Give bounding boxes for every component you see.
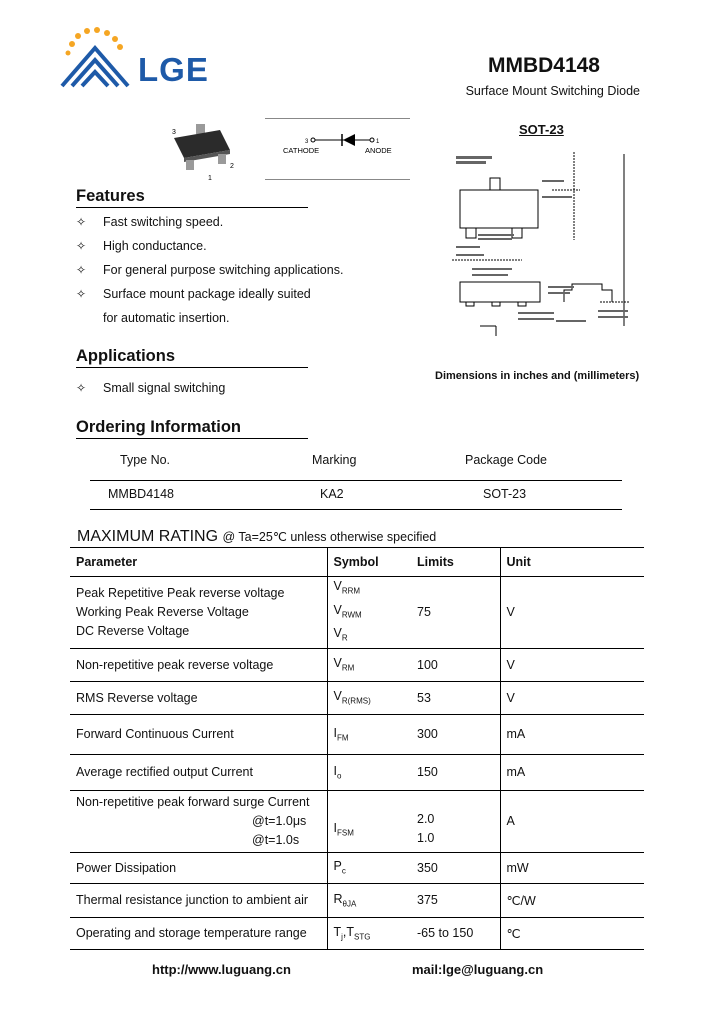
- table-row: Peak Repetitive Peak reverse voltage Working Peak Reverse Voltage DC Reverse Voltage $V_{RRM}$ $V_{RWM}$ $V_R$ 75 V: [70, 577, 644, 649]
- max-rating-table: [70, 547, 644, 950]
- marking-cell: KA2: [320, 487, 344, 501]
- table-row: [90, 481, 622, 510]
- table-header-row: [90, 450, 622, 481]
- table-row: Operating and storage temperature range $T_j,T_{STG}$ -65 to 150 ℃: [70, 917, 644, 949]
- bullet-icon: ✧: [76, 287, 87, 301]
- applications-heading: Applications: [76, 347, 308, 368]
- table-row: Non-repetitive peak forward surge Current @t=1.0μs @t=1.0s $I_{FSM}$ 2.0 1.0 A: [70, 790, 644, 852]
- diode-schematic: [265, 118, 410, 180]
- bullet-icon: ✧: [76, 381, 87, 395]
- column-header: Type No.: [120, 453, 171, 467]
- bullet-icon: ✧: [76, 239, 87, 253]
- type-no-cell: MMBD4148: [108, 487, 174, 501]
- table-row: Forward Continuous Current $I_{FM}$ 300 mA: [70, 714, 644, 754]
- list-item: ✧ Surface mount package ideally suited: [76, 287, 311, 301]
- bullet-icon: ✧: [76, 263, 87, 277]
- column-header: Marking: [312, 453, 357, 467]
- max-rating-heading: MAXIMUM RATING @ Ta=25℃ unless otherwise specified: [77, 528, 437, 545]
- features-list: [76, 215, 376, 335]
- column-header: Unit: [500, 548, 644, 577]
- part-subtitle: Surface Mount Switching Diode: [465, 84, 640, 98]
- website-link[interactable]: http://www.luguang.cn: [152, 962, 291, 977]
- table-header-row: [70, 548, 644, 577]
- pin2-label: 2: [230, 163, 234, 170]
- symbol-pin1: 1: [376, 139, 380, 145]
- anode-label: ANODE: [365, 146, 392, 155]
- column-header: Parameter: [70, 548, 327, 577]
- dimensions-note: Dimensions in inches and (millimeters): [435, 370, 640, 382]
- max-rating-conditions: @ Ta=25℃ unless otherwise specified: [222, 530, 437, 544]
- pin1-label: 1: [208, 175, 212, 182]
- bullet-icon: ✧: [76, 215, 87, 229]
- part-number: MMBD4148: [487, 54, 600, 77]
- list-item: ✧ High conductance.: [76, 239, 207, 253]
- package-outline-drawing: [452, 150, 630, 350]
- diode-icon: [343, 134, 355, 146]
- list-item: ✧ Fast switching speed.: [76, 215, 224, 229]
- ordering-heading: Ordering Information: [76, 418, 308, 439]
- table-row: RMS Reverse voltage $V_{R(RMS)}$ 53 V: [70, 681, 644, 714]
- email-link[interactable]: mail:lge@luguang.cn: [412, 962, 544, 977]
- cathode-label: CATHODE: [283, 146, 320, 155]
- sot23-package-image: [168, 120, 248, 184]
- features-heading: Features: [76, 187, 308, 208]
- ordering-table: [90, 450, 622, 510]
- lge-logo-mark: [58, 26, 132, 92]
- list-item: ✧ For general purpose switching applications.: [76, 263, 344, 277]
- brand-name: LGE: [138, 51, 209, 88]
- symbol-pin3: 3: [305, 139, 309, 145]
- column-header: Limits: [411, 548, 500, 577]
- applications-list: [76, 381, 376, 395]
- pin3-label: 3: [172, 129, 176, 136]
- table-row: Power Dissipation $P_c$ 350 mW: [70, 852, 644, 883]
- package-title: SOT-23: [519, 122, 564, 137]
- package-code-cell: SOT-23: [483, 487, 527, 501]
- column-header: Symbol: [327, 548, 411, 577]
- table-row: Average rectified output Current $I_o$ 150 mA: [70, 754, 644, 790]
- table-row: Non-repetitive peak reverse voltage $V_{RM}$ 100 V: [70, 648, 644, 681]
- list-item-continuation: for automatic insertion.: [103, 311, 230, 325]
- column-header: Package Code: [465, 453, 548, 467]
- list-item: ✧ Small signal switching: [76, 381, 226, 395]
- table-row: Thermal resistance junction to ambient air $R_{\theta JA}$ 375 ℃/W: [70, 883, 644, 917]
